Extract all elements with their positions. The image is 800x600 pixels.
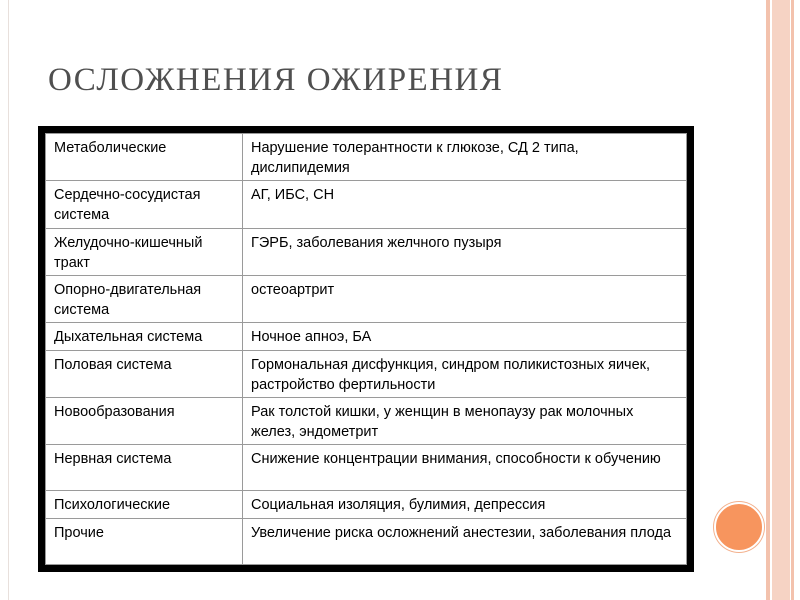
complications-cell: Снижение концентрации внимания, способности к обучению — [243, 445, 687, 491]
table-row — [46, 350, 687, 397]
table-row — [46, 491, 687, 518]
system-cell: Новообразования — [46, 397, 243, 444]
complications-table — [45, 133, 687, 565]
decorative-stripe — [772, 0, 790, 600]
table-row — [46, 181, 687, 228]
system-cell: Опорно-двигательная система — [46, 275, 243, 322]
system-cell: Метаболические — [46, 134, 243, 181]
complications-cell: остеоартрит — [243, 275, 687, 322]
decorative-stripe — [791, 0, 794, 600]
table-row — [46, 275, 687, 322]
system-cell: Нервная система — [46, 445, 243, 491]
table-row — [46, 397, 687, 444]
complications-cell: Ночное апноэ, БА — [243, 323, 687, 350]
complications-cell: Рак толстой кишки, у женщин в менопаузу рак молочных желез, эндометрит — [243, 397, 687, 444]
system-cell: Прочие — [46, 518, 243, 564]
complications-cell: Гормональная дисфункция, синдром поликистозных яичек, растройство фертильности — [243, 350, 687, 397]
system-cell: Психологические — [46, 491, 243, 518]
complications-cell: Нарушение толерантности к глюкозе, СД 2 типа, дислипидемия — [243, 134, 687, 181]
complications-cell: Социальная изоляция, булимия, депрессия — [243, 491, 687, 518]
left-border-line — [8, 0, 9, 600]
slide-title: ОСЛОЖНЕНИЯ ОЖИРЕНИЯ — [48, 62, 504, 98]
complications-cell: Увеличение риска осложнений анестезии, заболевания плода — [243, 518, 687, 564]
decorative-circle — [714, 502, 764, 552]
complications-cell: ГЭРБ, заболевания желчного пузыря — [243, 228, 687, 275]
system-cell: Желудочно-кишечный тракт — [46, 228, 243, 275]
complications-cell: АГ, ИБС, СН — [243, 181, 687, 228]
system-cell: Половая система — [46, 350, 243, 397]
table-row — [46, 228, 687, 275]
decorative-stripe — [766, 0, 770, 600]
table-row — [46, 323, 687, 350]
table-row — [46, 134, 687, 181]
system-cell: Сердечно-сосудистая система — [46, 181, 243, 228]
table-row — [46, 518, 687, 564]
table-row — [46, 445, 687, 491]
complications-table-frame — [38, 126, 694, 572]
system-cell: Дыхательная система — [46, 323, 243, 350]
